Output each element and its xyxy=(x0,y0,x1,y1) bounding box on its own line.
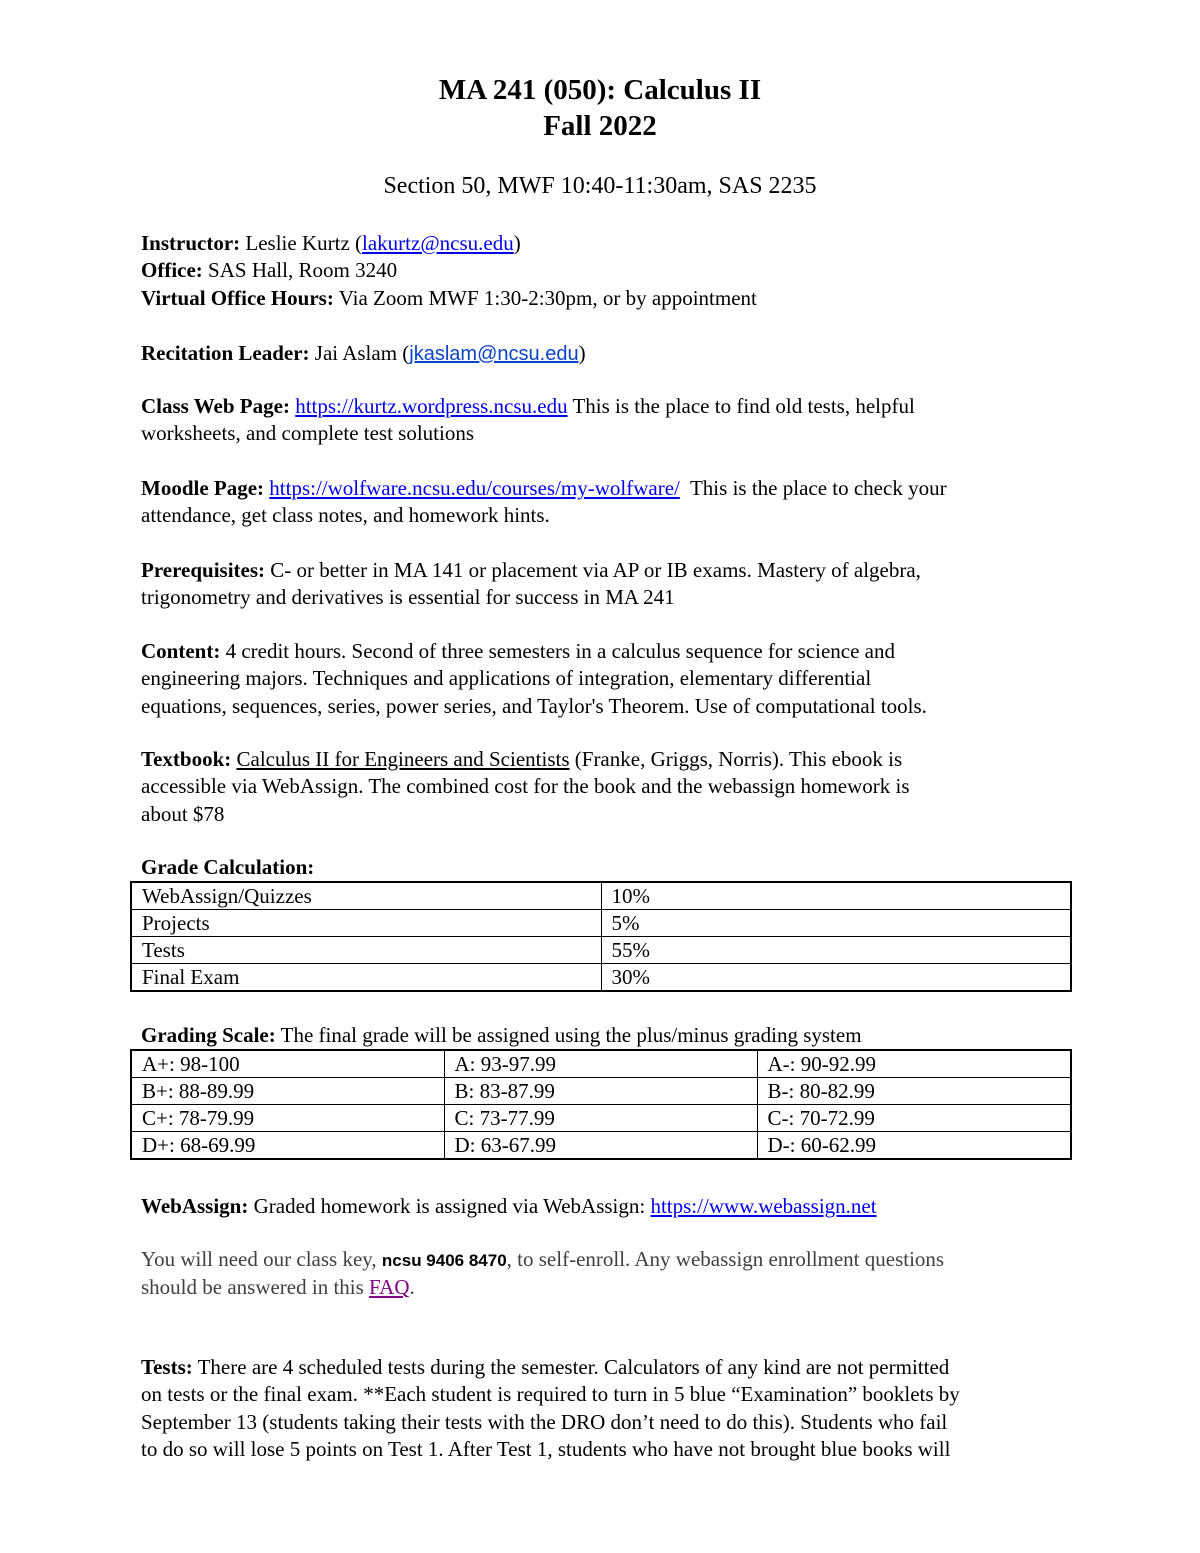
textbook-block xyxy=(141,746,1066,828)
grade-cell: C+: 78-79.99 xyxy=(131,1105,444,1132)
grade-calc-table xyxy=(130,881,1072,992)
grading-scale-table xyxy=(130,1049,1072,1160)
course-title: MA 241 (050): Calculus II xyxy=(438,74,762,106)
textbook-authors: (Franke, Griggs, Norris). This ebook is xyxy=(574,747,903,771)
grade-weight: 55% xyxy=(601,937,1071,964)
table-row xyxy=(131,964,1071,992)
grade-item: Tests xyxy=(131,937,601,964)
office-hours-value: Via Zoom MWF 1:30-2:30pm, or by appointment xyxy=(338,285,757,310)
office-hours-label: Virtual Office Hours: xyxy=(141,285,334,310)
class-key: ncsu 9406 8470 xyxy=(381,1251,507,1270)
table-row xyxy=(131,937,1071,964)
content-text-2: engineering majors. Techniques and applications of integration, elementary differential xyxy=(141,666,872,691)
class-key-pre: You will need our class key, xyxy=(141,1247,377,1271)
class-key-block xyxy=(141,1246,1066,1302)
class-key-post: , to self-enroll. Any webassign enrollment questions xyxy=(506,1247,945,1271)
class-web-block xyxy=(141,393,1066,448)
grade-item: Projects xyxy=(131,910,601,937)
grade-cell: A-: 90-92.99 xyxy=(757,1050,1071,1078)
recitation-label: Recitation Leader: xyxy=(141,341,310,365)
webassign-label: WebAssign: xyxy=(141,1194,249,1218)
grade-cell: B+: 88-89.99 xyxy=(131,1078,444,1105)
class-web-link[interactable]: https://kurtz.wordpress.ncsu.edu xyxy=(295,394,568,418)
grade-cell: C-: 70-72.99 xyxy=(757,1105,1071,1132)
moodle-text-2: attendance, get class notes, and homework hints. xyxy=(141,503,550,528)
semester-title: Fall 2022 xyxy=(543,110,657,142)
faq-link[interactable]: FAQ xyxy=(369,1275,410,1300)
office-hours-line xyxy=(141,285,1066,312)
grade-cell: B: 83-87.99 xyxy=(444,1078,757,1105)
grade-weight: 30% xyxy=(601,964,1071,992)
table-row xyxy=(131,1132,1071,1160)
recitation-email-link[interactable]: jkaslam@ncsu.edu xyxy=(409,343,579,365)
grade-cell: D+: 68-69.99 xyxy=(131,1132,444,1160)
tests-label: Tests: xyxy=(141,1355,193,1379)
textbook-text-2: accessible via WebAssign. The combined cost for the book and the webassign homework is xyxy=(141,774,910,799)
instructor-label: Instructor: xyxy=(141,231,241,255)
textbook-label: Textbook: xyxy=(141,747,232,771)
instructor-email-link[interactable]: lakurtz@ncsu.edu xyxy=(362,231,514,255)
table-row xyxy=(131,910,1071,937)
moodle-text: This is the place to check your xyxy=(689,476,947,500)
instructor-name: Leslie Kurtz ( xyxy=(245,231,363,255)
class-web-label: Class Web Page: xyxy=(141,394,290,418)
content-text-3: equations, sequences, series, power series, and Taylor's Theorem. Use of computational tools. xyxy=(141,693,927,718)
prerequisites-text-2: trigonometry and derivatives is essential for success in MA 241 xyxy=(141,585,675,610)
grading-scale-heading xyxy=(141,1022,1066,1049)
content-label: Content: xyxy=(141,639,221,663)
grade-weight: 10% xyxy=(601,882,1071,910)
faq-pre: should be answered in this xyxy=(141,1275,364,1300)
content-block xyxy=(141,638,1066,720)
instructor-close: ) xyxy=(513,231,521,255)
textbook-text-3: about $78 xyxy=(141,801,225,826)
moodle-block xyxy=(141,475,1066,530)
textbook-title: Calculus II for Engineers and Scientists xyxy=(236,747,570,771)
grade-cell: A+: 98-100 xyxy=(131,1050,444,1078)
recitation-name: Jai Aslam ( xyxy=(314,341,410,365)
class-web-text: This is the place to find old tests, helpful xyxy=(572,394,915,418)
grade-cell: D: 63-67.99 xyxy=(444,1132,757,1160)
table-row xyxy=(131,882,1071,910)
recitation-block xyxy=(141,340,1066,368)
class-web-text-2: worksheets, and complete test solutions xyxy=(141,421,475,446)
webassign-block xyxy=(141,1193,1066,1220)
table-row xyxy=(131,1078,1071,1105)
tests-text-3: September 13 (students taking their tests with the DRO don’t need to do this). Students who fail xyxy=(141,1409,948,1434)
grade-cell: B-: 80-82.99 xyxy=(757,1078,1071,1105)
content-text: 4 credit hours. Second of three semesters in a calculus sequence for science and xyxy=(225,639,895,663)
grading-scale-label: Grading Scale: xyxy=(141,1023,276,1047)
grade-cell: D-: 60-62.99 xyxy=(757,1132,1071,1160)
grade-weight: 5% xyxy=(601,910,1071,937)
grading-scale-text: The final grade will be assigned using the plus/minus grading system xyxy=(280,1023,862,1047)
grade-cell: A: 93-97.99 xyxy=(444,1050,757,1078)
table-row xyxy=(131,1105,1071,1132)
grade-cell: C: 73-77.99 xyxy=(444,1105,757,1132)
faq-post: . xyxy=(409,1275,415,1300)
tests-text-2: on tests or the final exam. **Each student is required to turn in 5 blue “Examination” booklets by xyxy=(141,1382,960,1407)
office-line xyxy=(141,257,1066,284)
webassign-text: Graded homework is assigned via WebAssign: xyxy=(253,1194,646,1218)
moodle-link[interactable]: https://wolfware.ncsu.edu/courses/my-wolfware/ xyxy=(269,476,680,500)
instructor-line xyxy=(141,230,1066,257)
tests-text-4: to do so will lose 5 points on Test 1. After Test 1, students who have not brought blue books will xyxy=(141,1436,951,1461)
office-label: Office: xyxy=(141,258,203,283)
office-value: SAS Hall, Room 3240 xyxy=(208,258,398,283)
webassign-link[interactable]: https://www.webassign.net xyxy=(650,1194,877,1218)
table-row xyxy=(131,1050,1071,1078)
prerequisites-text: C- or better in MA 141 or placement via AP or IB exams. Mastery of algebra, xyxy=(270,558,921,582)
moodle-label: Moodle Page: xyxy=(141,476,265,500)
grade-item: WebAssign/Quizzes xyxy=(131,882,601,910)
tests-text: There are 4 scheduled tests during the semester. Calculators of any kind are not permitted xyxy=(197,1355,950,1379)
grade-item: Final Exam xyxy=(131,964,601,992)
section-info: Section 50, MWF 10:40-11:30am, SAS 2235 xyxy=(383,173,817,199)
recitation-close: ) xyxy=(578,341,586,365)
tests-block xyxy=(141,1354,1066,1463)
instructor-block xyxy=(141,230,1066,312)
grade-calc-label: Grade Calculation: xyxy=(141,855,315,879)
grade-calc-heading xyxy=(141,854,1066,881)
prerequisites-block xyxy=(141,557,1066,612)
prerequisites-label: Prerequisites: xyxy=(141,558,266,582)
